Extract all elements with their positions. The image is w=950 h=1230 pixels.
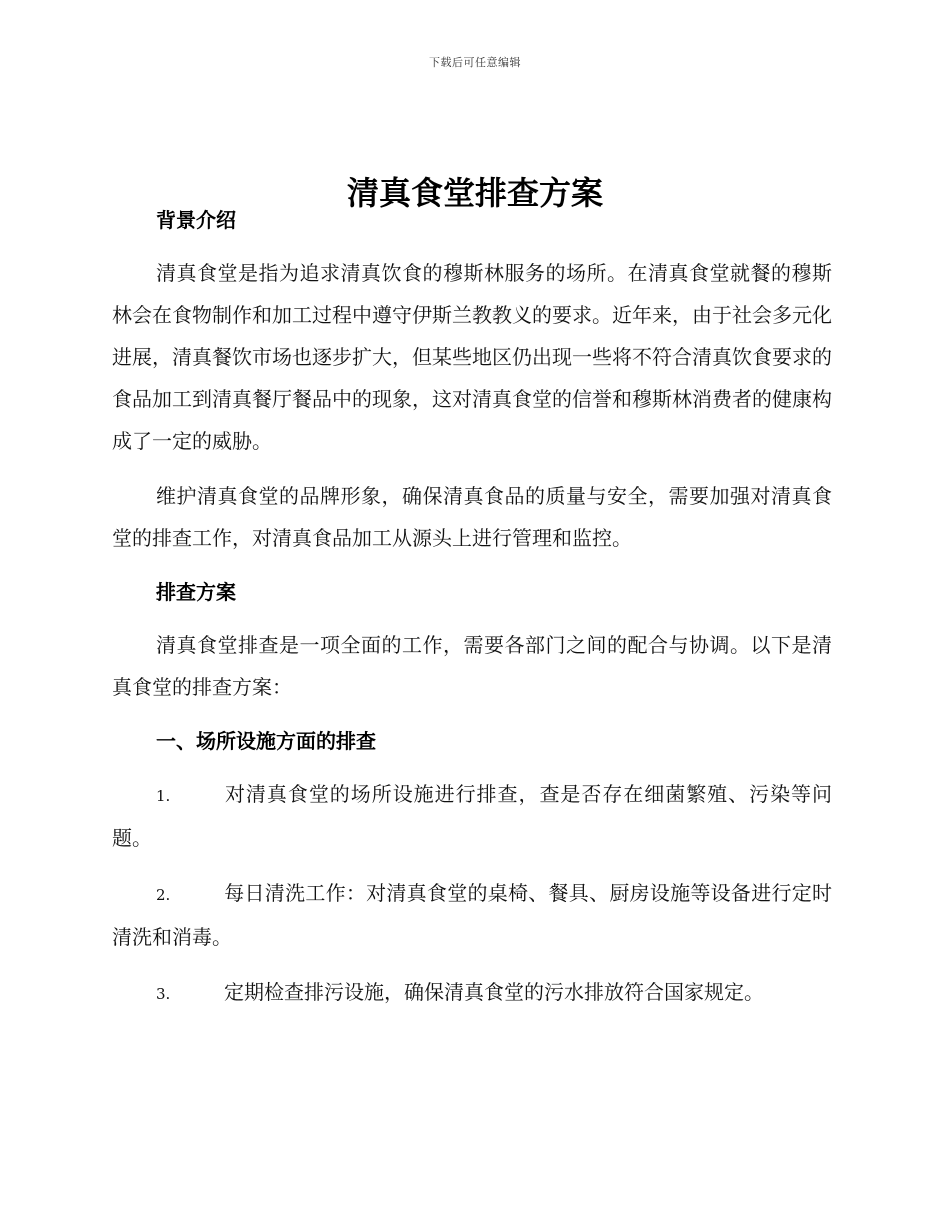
- list-item: [112, 872, 832, 958]
- list-item: [112, 971, 832, 1015]
- section-heading-facilities: 一、场所设施方面的排查: [156, 729, 376, 753]
- background-paragraph-1: 清真食堂是指为追求清真饮食的穆斯林服务的场所。在清真食堂就餐的穆斯林会在食物制作和加工过程中遵守伊斯兰教教义的要求。近年来，由于社会多元化进展，清真餐饮市场也逐步扩大，但某些地区仍出现一些将不符合清真饮食要求的食品加工到清真餐厅餐品中的现象，这对清真食堂的信誉和穆斯林消费者的健康构成了一定的威胁。: [112, 261, 832, 453]
- list-item: [112, 773, 832, 859]
- section-heading-background: 背景介绍: [156, 208, 236, 232]
- document-title: 清真食堂排查方案: [346, 174, 603, 213]
- list-item-number: 2.: [156, 886, 171, 904]
- list-item-text: 每日清洗工作：对清真食堂的桌椅、餐具、厨房设施等设备进行定时清洗和消毒。: [112, 881, 832, 949]
- list-item-text: 定期检查排污设施，确保清真食堂的污水排放符合国家规定。: [224, 980, 764, 1004]
- background-paragraph-2: 维护清真食堂的品牌形象，确保清真食品的质量与安全，需要加强对清真食堂的排查工作，对清真食品加工从源头上进行管理和监控。: [112, 484, 832, 550]
- document-body: [112, 200, 832, 1028]
- section-heading-plan: 排查方案: [156, 580, 236, 604]
- plan-intro-paragraph: 清真食堂排查是一项全面的工作，需要各部门之间的配合与协调。以下是清真食堂的排查方案：: [112, 633, 832, 699]
- header-note: 下载后可任意编辑: [429, 56, 521, 69]
- list-item-number: 1.: [156, 787, 171, 805]
- list-item-text: 对清真食堂的场所设施进行排查，查是否存在细菌繁殖、污染等问题。: [112, 782, 832, 850]
- list-item-number: 3.: [156, 985, 171, 1003]
